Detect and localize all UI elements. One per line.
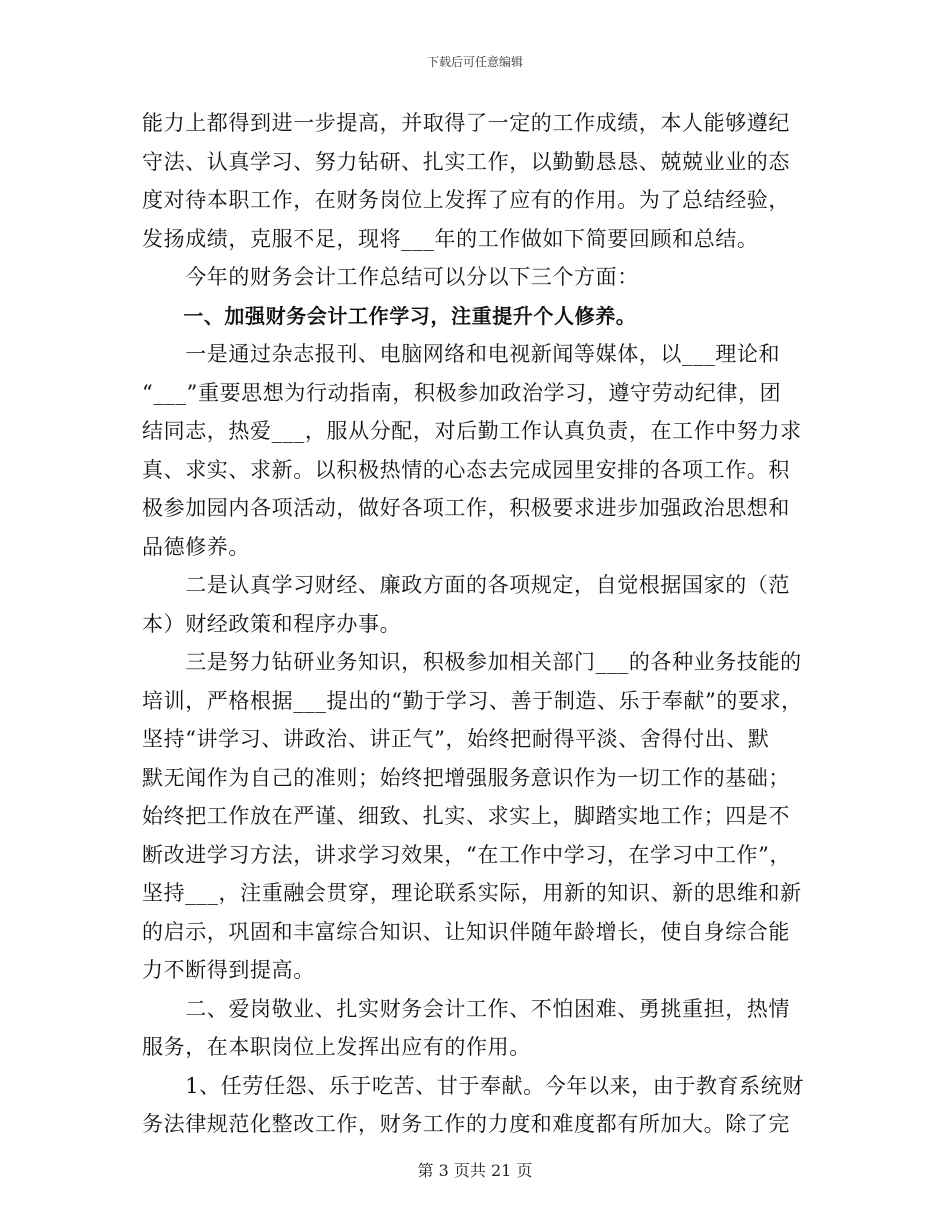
document-body	[142, 104, 822, 1144]
text-line: 结同志，热爱___，服从分配，对后勤工作认真负责，在工作中努力求	[142, 419, 802, 443]
text-line: 本）财经政策和程序办事。	[142, 611, 402, 636]
page-header: 下载后可任意编辑	[426, 55, 523, 69]
text-line: 品德修养。	[142, 534, 250, 559]
text-line: 培训，严格根据___提出的“勤于学习、善于制造、乐于奉献”的要求，	[142, 688, 803, 713]
section-heading: 一、加强财务会计工作学习，注重提升个人修养。	[142, 303, 637, 328]
text-line: 二、爱岗敬业、扎实财务会计工作、不怕困难、勇挑重担，热情	[142, 996, 790, 1021]
text-line: 力不断得到提高。	[142, 958, 315, 982]
text-line: 能力上都得到进一步提高，并取得了一定的工作成绩，本人能够遵纪	[142, 111, 790, 135]
text-line: “___”重要思想为行动指南，积极参加政治学习，遵守劳动纪律，团	[142, 380, 782, 405]
text-line: 断改进学习方法，讲求学习效果，“在工作中学习，在学习中工作”，	[142, 842, 792, 867]
text-line: 默无闻作为自己的准则；始终把增强服务意识作为一切工作的基础；	[142, 765, 790, 790]
text-line: 极参加园内各项活动，做好各项工作，积极要求进步加强政治思想和	[142, 496, 790, 520]
text-line: 今年的财务会计工作总结可以分以下三个方面：	[142, 265, 639, 289]
text-line: 发扬成绩，克服不足，现将___年的工作做如下简要回顾和总结。	[142, 226, 759, 251]
text-line: 守法、认真学习、努力钻研、扎实工作，以勤勤恳恳、兢兢业业的态	[142, 149, 790, 174]
text-line: 真、求实、求新。以积极热情的心态去完成园里安排的各项工作。积	[142, 457, 790, 482]
text-line: 度对待本职工作，在财务岗位上发挥了应有的作用。为了总结经验，	[142, 188, 790, 212]
text-line: 一是通过杂志报刊、电脑网络和电视新闻等媒体，以___理论和	[142, 342, 781, 366]
text-line: 务法律规范化整改工作，财务工作的力度和难度都有所加大。除了完	[142, 1112, 790, 1136]
text-line: 始终把工作放在严谨、细致、扎实、求实上，脚踏实地工作；四是不	[142, 804, 790, 828]
text-line: 三是努力钻研业务知识，积极参加相关部门___的各种业务技能的	[142, 650, 802, 674]
text-line: 坚持“讲学习、讲政治、讲正气”，始终把耐得平淡、舍得付出、默	[142, 727, 770, 751]
text-line: 服务，在本职岗位上发挥出应有的作用。	[142, 1035, 531, 1059]
text-line: 二是认真学习财经、廉政方面的各项规定，自觉根据国家的（范	[142, 573, 790, 597]
text-line: 1、任劳任怨、乐于吃苦、甘于奉献。今年以来，由于教育系统财	[142, 1073, 804, 1098]
page-number-footer: 第 3 页共 21 页	[417, 1161, 533, 1180]
text-line: 的启示，巩固和丰富综合知识、让知识伴随年龄增长，使自身综合能	[142, 919, 790, 944]
text-line: 坚持___，注重融会贯穿，理论联系实际，用新的知识、新的思维和新	[142, 881, 802, 905]
